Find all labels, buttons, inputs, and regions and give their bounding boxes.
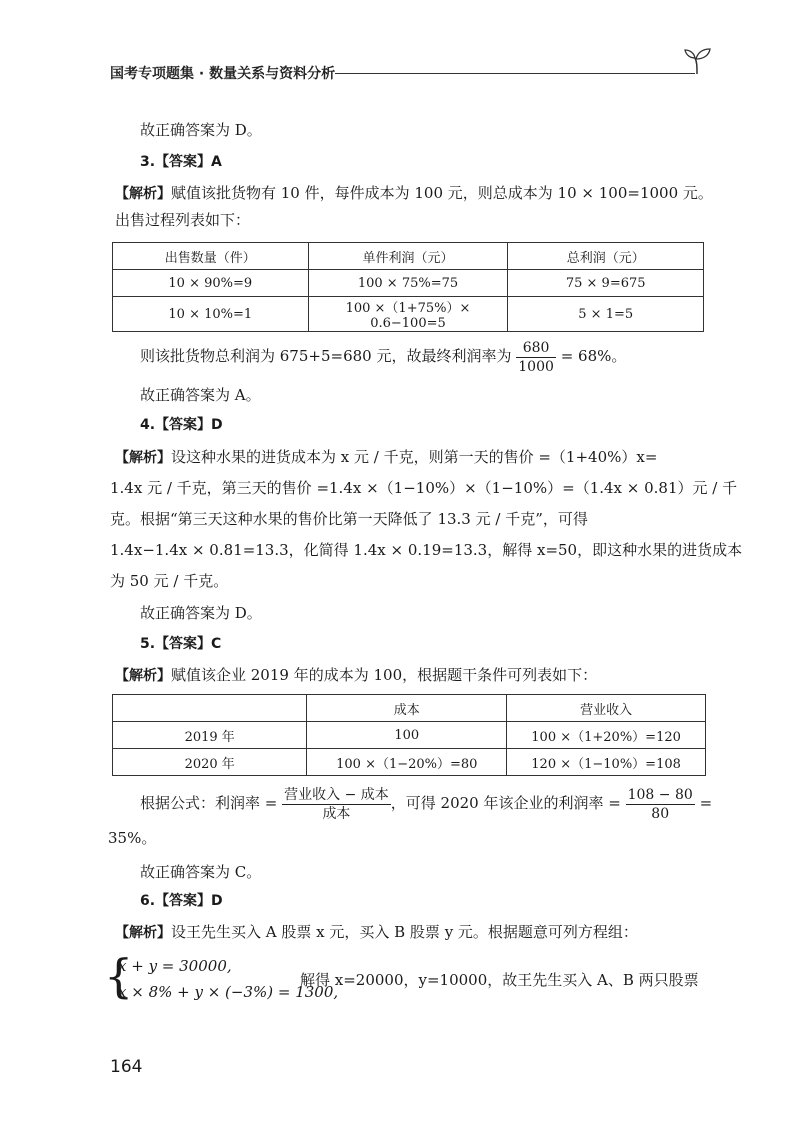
q5-result: 35%。: [108, 829, 157, 847]
fraction-numerator: 营业收入 − 成本: [284, 786, 389, 803]
q4-analysis-line3: 克。根据“第三天这种水果的售价比第一天降低了 13.3 元 / 千克”，可得: [110, 510, 588, 528]
table-cell: 2020 年: [113, 749, 307, 776]
equation-system-brace: {: [104, 949, 134, 1003]
q3-after-text: 则该批货物总利润为 675+5=680 元，故最终利润率为: [140, 347, 512, 365]
q6-analysis-line2: 解得 x=20000，y=10000，故王先生买入 A、B 两只股票: [300, 971, 699, 989]
q5-formula-mid: ，可得 2020 年该企业的利润率 =: [390, 794, 621, 812]
q3-after-result: = 68%。: [560, 347, 627, 365]
q5-formula-post: =: [699, 794, 713, 812]
fraction: [626, 786, 695, 823]
q4-text1: 设这种水果的进货成本为 x 元 / 千克，则第一天的售价 =（1+40%）x=: [171, 448, 658, 466]
fraction-denominator: 成本: [322, 805, 351, 822]
table-cell: 2019 年: [113, 722, 307, 749]
q6-text1: 设王先生买入 A 股票 x 元，买入 B 股票 y 元。根据题意可列方程组：: [171, 923, 638, 941]
q2-conclusion: 故正确答案为 D。: [140, 121, 262, 139]
header-rule: [335, 73, 695, 74]
fraction-denominator: 80: [651, 805, 670, 822]
table-cell: 10 × 90%=9: [113, 270, 309, 297]
table-cell: 100 × 75%=75: [308, 270, 508, 297]
q5-formula-line: [140, 782, 712, 824]
fraction-denominator: 1000: [518, 358, 554, 375]
analysis-tag: 【解析】: [115, 450, 171, 466]
q5-analysis-line1: [115, 665, 597, 686]
table-header-cell: 营业收入: [507, 695, 706, 722]
table-header-cell: [113, 695, 307, 722]
table-cell: 10 × 10%=1: [113, 297, 309, 332]
q3-analysis-line2: 出售过程列表如下：: [115, 211, 251, 229]
table-header-cell: 成本: [307, 695, 507, 722]
analysis-tag: 【解析】: [115, 186, 171, 202]
fraction-numerator: 108 − 80: [627, 786, 693, 803]
q4-analysis-line4: 1.4x−1.4x × 0.81=13.3，化简得 1.4x × 0.19=13.3，解得 x=50，即这种水果的进货成本: [110, 541, 743, 559]
q5-text1: 赋值该企业 2019 年的成本为 100，根据题干条件可列表如下：: [171, 666, 598, 684]
analysis-tag: 【解析】: [115, 668, 171, 684]
table-cell: 100 ×（1+75%）× 0.6−100=5: [308, 297, 508, 332]
table-header-cell: 出售数量（件）: [113, 243, 309, 270]
sprout-icon: [683, 46, 713, 76]
q3-answer-label: 3.【答案】A: [140, 154, 222, 170]
sale-table: [112, 242, 704, 332]
q4-answer-label: 4.【答案】D: [140, 417, 223, 433]
table-cell: 120 ×（1−10%）=108: [507, 749, 706, 776]
table-header-row: [113, 695, 706, 722]
table-row: [113, 270, 704, 297]
q4-analysis-line5: 为 50 元 / 千克。: [110, 572, 229, 590]
table-header-cell: 单件利润（元）: [308, 243, 508, 270]
q6-answer-label: 6.【答案】D: [140, 893, 223, 909]
q4-analysis-line1: [115, 447, 657, 468]
q6-analysis-line1: [115, 922, 638, 943]
q3-profit-rate-line: [140, 335, 626, 377]
analysis-tag: 【解析】: [115, 925, 171, 941]
q4-conclusion: 故正确答案为 D。: [140, 604, 262, 622]
table-cell: 5 × 1=5: [508, 297, 704, 332]
table-row: [113, 749, 706, 776]
table-cell: 100: [307, 722, 507, 749]
equation-1: x + y = 30000,: [118, 957, 232, 975]
table-row: [113, 722, 706, 749]
q3-analysis-line1: [115, 183, 713, 204]
table-cell: 75 × 9=675: [508, 270, 704, 297]
table-row: [113, 297, 704, 332]
cost-table: [112, 694, 706, 776]
q5-conclusion: 故正确答案为 C。: [140, 863, 262, 881]
table-cell: 100 ×（1+20%）=120: [507, 722, 706, 749]
table-header-cell: 总利润（元）: [508, 243, 704, 270]
running-header-title: 国考专项题集 · 数量关系与资料分析: [110, 66, 336, 82]
fraction: [516, 339, 556, 376]
table-header-row: [113, 243, 704, 270]
fraction-numerator: 680: [516, 339, 556, 358]
fraction: [282, 786, 391, 823]
q3-conclusion: 故正确答案为 A。: [140, 386, 261, 404]
q4-analysis-line2: 1.4x 元 / 千克，第三天的售价 =1.4x ×（1−10%）×（1−10%）=（1.4x × 0.81）元 / 千: [110, 479, 738, 497]
page-number: 164: [110, 1057, 143, 1077]
table-cell: 100 ×（1−20%）=80: [307, 749, 507, 776]
equation-2: x × 8% + y × (−3%) = 1300,: [118, 983, 339, 1001]
q3-text1: 赋值该批货物有 10 件，每件成本为 100 元，则总成本为 10 × 100=1000 元。: [171, 184, 713, 202]
q5-formula-pre: 根据公式：利润率 =: [140, 794, 278, 812]
q5-answer-label: 5.【答案】C: [140, 636, 222, 652]
